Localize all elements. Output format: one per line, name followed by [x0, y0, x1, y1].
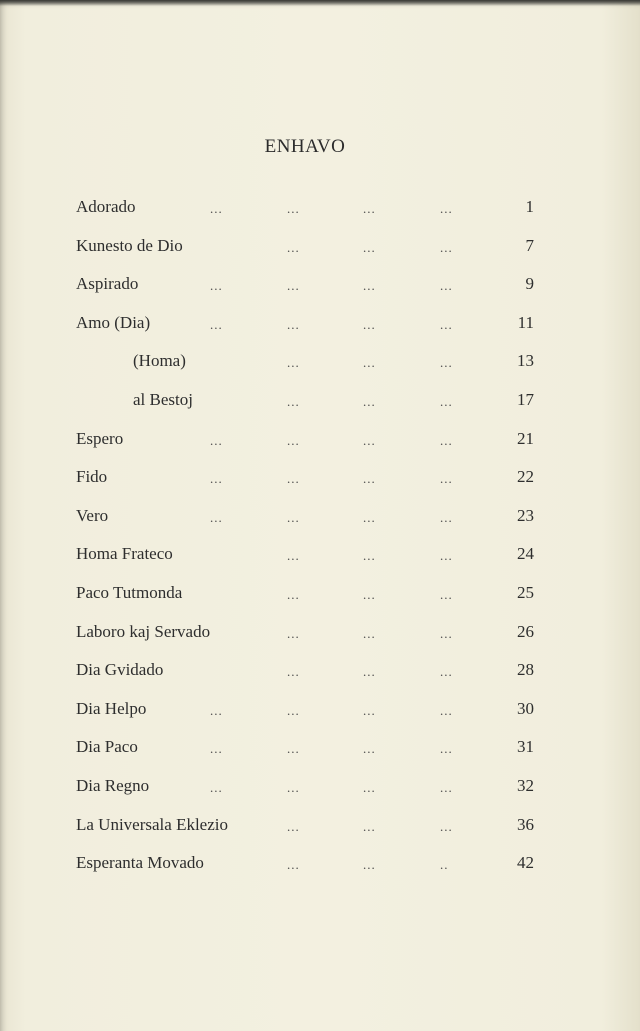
toc-entry [0, 233, 640, 259]
dot-leader: ... [287, 741, 300, 757]
dot-leader: ... [363, 741, 376, 757]
toc-entry-title: Adorado [76, 197, 136, 216]
toc-entry-title: Dia Paco [76, 737, 138, 757]
dot-leader: ... [363, 201, 376, 216]
toc-entry-title: Amo (Dia) [76, 312, 151, 332]
toc-entry-title: (Homa) [133, 351, 186, 371]
dot-leader: ... [363, 818, 376, 834]
dot-leader: ... [363, 509, 376, 525]
toc-entry-title: Fido [76, 467, 108, 487]
toc-entry-title: Homa Frateco [76, 544, 173, 564]
dot-leader: ... [440, 664, 453, 680]
dot-leader: ... [210, 278, 223, 294]
dot-leader: ... [440, 587, 453, 602]
dot-leader: ... [440, 316, 453, 332]
dot-leader: ... [440, 355, 453, 371]
toc-entry [0, 271, 640, 297]
toc-entry [0, 657, 640, 683]
dot-leader: ... [440, 394, 453, 409]
dot-leader: ... [287, 702, 300, 718]
toc-entry-title: Laboro kaj Servado [76, 621, 211, 641]
toc-entry-page-number: 42 [517, 853, 534, 873]
dot-leader: ... [363, 625, 376, 641]
toc-entry-title: Kunesto de Dio [76, 235, 183, 255]
dot-leader: ... [363, 316, 376, 332]
dot-leader: ... [287, 201, 300, 216]
dot-leader: ... [440, 432, 453, 448]
toc-entry-title: Aspirado [76, 274, 139, 294]
dot-leader: ... [287, 664, 300, 680]
dot-leader: ... [440, 278, 453, 294]
dot-leader: ... [440, 741, 453, 757]
toc-entry [0, 696, 640, 722]
dot-leader: ... [210, 432, 223, 448]
toc-entry-page-number: 36 [517, 814, 534, 834]
dot-leader: ... [287, 509, 300, 525]
dot-leader: ... [363, 857, 376, 873]
dot-leader: ... [363, 548, 376, 564]
toc-entry [0, 850, 640, 876]
toc-entry-page-number: 22 [517, 467, 534, 487]
dot-leader: ... [363, 780, 376, 795]
dot-leader: ... [287, 239, 300, 255]
dot-leader: ... [440, 201, 453, 216]
dot-leader: ... [363, 587, 376, 602]
dot-leader: ... [363, 664, 376, 680]
dot-leader: ... [210, 702, 223, 718]
dot-leader: ... [440, 471, 453, 487]
dot-leader: ... [287, 355, 300, 371]
dot-leader: ... [210, 509, 223, 525]
toc-entry-title: Paco Tutmonda [76, 583, 183, 602]
toc-entry [0, 773, 640, 799]
dot-leader: ... [440, 548, 453, 564]
dot-leader: ... [287, 548, 300, 564]
dot-leader: ... [363, 471, 376, 487]
dot-leader: ... [363, 278, 376, 294]
dot-leader: ... [287, 471, 300, 487]
dot-leader: ... [440, 818, 453, 834]
toc-entry [0, 541, 640, 567]
dot-leader: ... [287, 432, 300, 448]
toc-entry-title: Dia Gvidado [76, 660, 164, 680]
page-heading: ENHAVO [264, 136, 346, 157]
dot-leader: ... [287, 780, 300, 795]
dot-leader: ... [363, 394, 376, 409]
toc-entry-page-number: 11 [517, 312, 534, 332]
dot-leader: ... [287, 316, 300, 332]
toc-entry-page-number: 26 [517, 621, 534, 641]
toc-entry-title: Dia Regno [76, 776, 150, 795]
toc-entry-title: Dia Helpo [76, 698, 147, 718]
toc-entry-page-number: 28 [517, 660, 534, 680]
toc-entry [0, 619, 640, 645]
dot-leader: ... [363, 432, 376, 448]
dot-leader: ... [287, 587, 300, 602]
toc-entry-title: Espero [76, 428, 124, 448]
toc-entry [0, 812, 640, 838]
toc-entry [0, 194, 640, 220]
toc-entry [0, 387, 640, 413]
dot-leader: ... [287, 857, 300, 873]
toc-entry-page-number: 24 [517, 544, 534, 564]
toc-entry [0, 426, 640, 452]
dot-leader: ... [287, 278, 300, 294]
toc-entry-title: La Universala Eklezio [76, 814, 228, 834]
toc-entry [0, 734, 640, 760]
toc-entry-page-number: 13 [517, 351, 534, 371]
toc-entry-title: Vero [76, 505, 109, 525]
dot-leader: ... [210, 741, 223, 757]
dot-leader: ... [363, 355, 376, 371]
toc-entry-page-number: 23 [517, 505, 534, 525]
toc-entry [0, 464, 640, 490]
toc-entry-page-number: 25 [517, 583, 534, 602]
toc-entry-page-number: 17 [517, 390, 534, 409]
dot-leader: ... [440, 702, 453, 718]
toc-entry [0, 310, 640, 336]
dot-leader: ... [440, 239, 453, 255]
toc-entry-title: al Bestoj [133, 390, 193, 409]
toc-entry-page-number: 21 [517, 428, 534, 448]
dot-leader: ... [440, 509, 453, 525]
dot-leader: ... [210, 316, 223, 332]
dot-leader: ... [210, 201, 223, 216]
toc-entry-page-number: 32 [517, 776, 534, 795]
dot-leader: ... [287, 394, 300, 409]
dot-leader: ... [363, 239, 376, 255]
dot-leader: ... [287, 818, 300, 834]
toc-entry [0, 580, 640, 606]
toc-entry [0, 503, 640, 529]
toc-entry-page-number: 30 [517, 698, 534, 718]
toc-entry-page-number: 7 [525, 235, 534, 255]
dot-leader: .. [440, 857, 449, 873]
toc-entry-page-number: 9 [525, 274, 534, 294]
dot-leader: ... [440, 625, 453, 641]
toc-entry-page-number: 1 [525, 197, 534, 216]
dot-leader: ... [210, 471, 223, 487]
toc-entry-title: Esperanta Movado [76, 853, 204, 873]
dot-leader: ... [210, 780, 223, 795]
dot-leader: ... [287, 625, 300, 641]
dot-leader: ... [363, 702, 376, 718]
toc-entry-page-number: 31 [517, 737, 534, 757]
toc-entry [0, 348, 640, 374]
dot-leader: ... [440, 780, 453, 795]
